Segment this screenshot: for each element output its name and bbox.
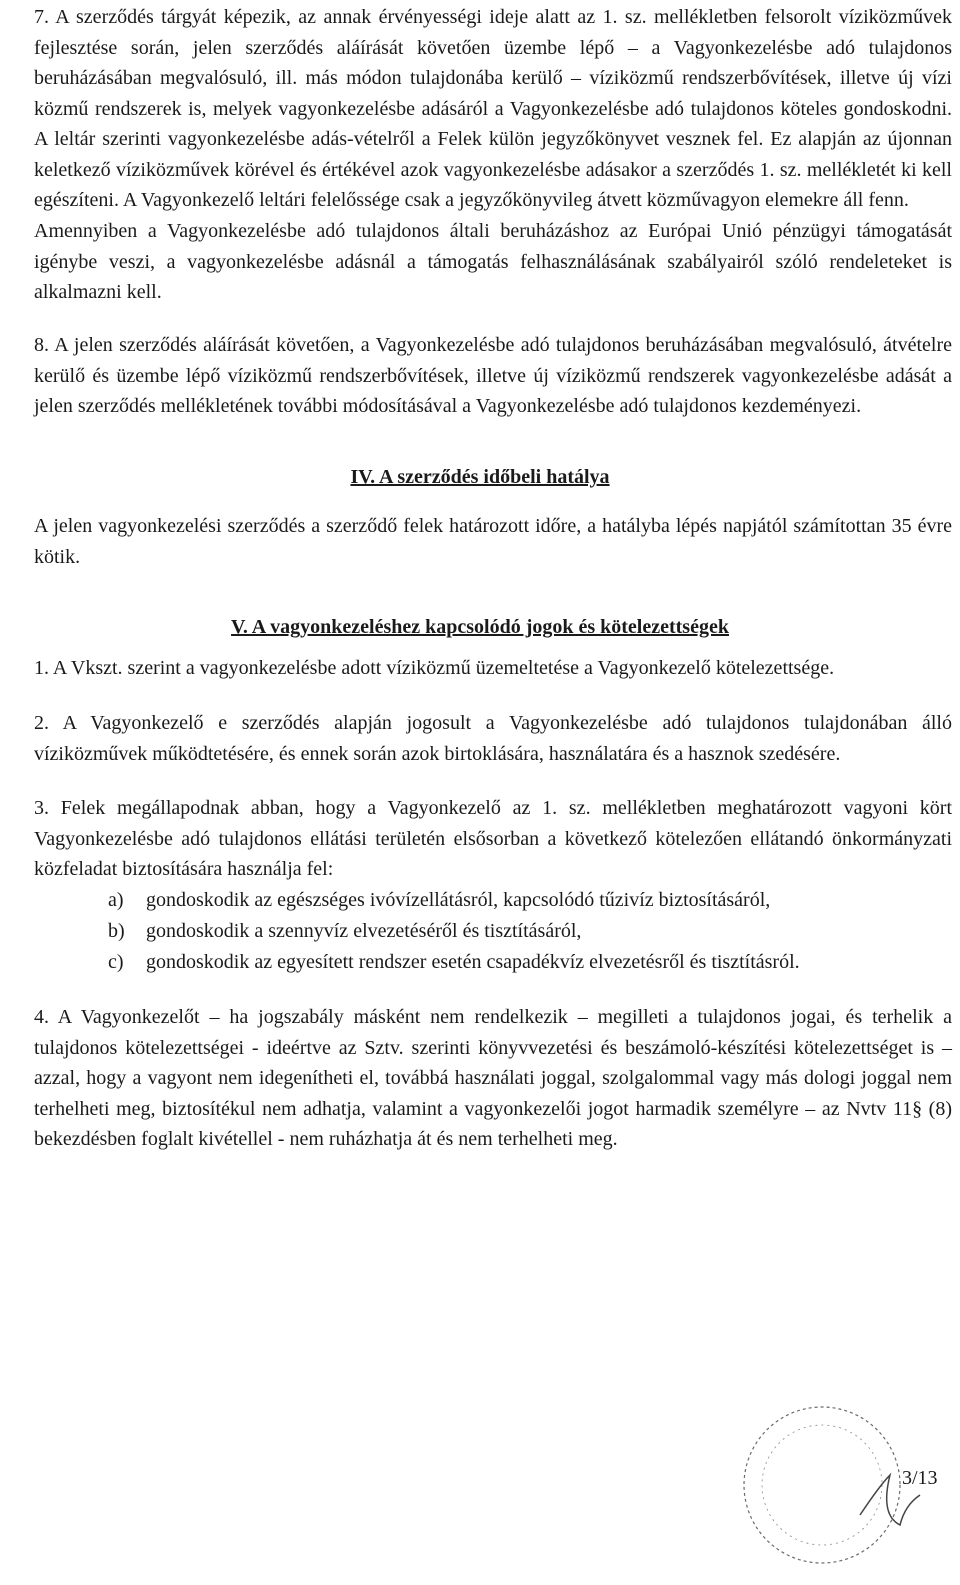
seal-icon [730,1395,930,1575]
list-item-b: b) gondoskodik a szennyvíz elvezetéséről és tisztításáról, [108,920,582,942]
paragraph-v2: 2. A Vagyonkezelő e szerződés alapján jogosult a Vagyonkezelésbe adó tulajdonos tulajdonában álló víziközművek működtetésére, és ennek során azok birtoklására, használatára és a hasznok szedésére. [34,712,952,765]
list-item-c: c) gondoskodik az egyesített rendszer esetén csapadékvíz elvezetésről és tisztításról. [108,951,800,973]
paragraph-v1: 1. A Vkszt. szerint a vagyonkezelésbe adott víziközmű üzemeltetése a Vagyonkezelő kötelezettsége. [34,657,835,679]
page-number: 3/13 [902,1467,938,1489]
stamp-area [730,1395,938,1575]
section-heading-iv: IV. A szerződés időbeli hatálya [350,466,610,488]
paragraph-8: 8. A jelen szerződés aláírását követően, a Vagyonkezelésbe adó tulajdonos beruházásában megvalósuló, átvételre kerülő és üzembe lépő víziközmű rendszerbővítések, illetve új víziközmű rendszerek vagyonkezelésbe adását a jelen szerződés mellékletének további módosításával a Vagyonkezelésbe adó tulajdonos kezdeményezi. [34,334,952,417]
paragraph-v4: 4. A Vagyonkezelőt – ha jogszabály másként nem rendelkezik – megilleti a tulajdonos jogai, és terhelik a tulajdonos kötelezettségei - ideértve az Sztv. szerinti könyvvezetési és beszámoló-készítési kötelezettséget is – azzal, hogy a vagyont nem idegenítheti el, továbbá használati joggal, szolgalommal vagy más dologi joggal nem terhelheti meg, biztosítékul nem adhatja, valamint a vagyonkezelői jogot harmadik személyre – az Nvtv 11§ (8) bekezdésben foglalt kivétellel - nem ruházhatja át és nem terhelheti meg. [34,1006,952,1150]
paragraph-7: 7. A szerződés tárgyát képezik, az annak érvényességi ideje alatt az 1. sz. mellékletben felsorolt víziközművek fejlesztése során, jelen szerződés aláírását követően üzembe lépő – a Vagyonkezelésbe adó tulajdonos beruházásában megvalósuló, ill. más módon tulajdonába kerülő – víziközmű rendszerbővítések, illetve új vízi közmű rendszerek is, melyek vagyonkezelésbe adásáról a Vagyonkezelésbe adó tulajdonos köteles gondoskodni. A leltár szerinti vagyonkezelésbe adás-vételről a Felek külön jegyzőkönyvet vesznek fel. Ez alapján az újonnan keletkező víziközművek körével és értékével azok vagyonkezelésbe adásakor a szerződés 1. sz. mellékletét ki kell egészíteni. A Vagyonkezelő leltári felelőssége csak a jegyzőkönyvileg átvett közművagyon elemekre áll fenn. [34,6,952,211]
list-item-a: a) gondoskodik az egészséges ivóvízellátásról, kapcsolódó tűzivíz biztosításáról, [108,889,771,911]
paragraph-v3: 3. Felek megállapodnak abban, hogy a Vagyonkezelő az 1. sz. mellékletben meghatározott vagyoni kört Vagyonkezelésbe adó tulajdonos ellátási területén elsősorban a következő kötelezően ellátandó önkormányzati közfeladat biztosítására használja fel: [34,797,952,880]
paragraph-7-eu: Amennyiben a Vagyonkezelésbe adó tulajdonos általi beruházáshoz az Európai Unió pénzügyi támogatását igénybe veszi, a vagyonkezelésbe adásnál a támogatás felhasználásának szabályairól szóló rendeleteket is alkalmazni kell. [34,220,952,303]
section-heading-v: V. A vagyonkezeléshez kapcsolódó jogok és kötelezettségek [231,616,729,638]
paragraph-iv: A jelen vagyonkezelési szerződés a szerződő felek határozott időre, a hatályba lépés napjától számítottan 35 évre kötik. [34,515,952,568]
